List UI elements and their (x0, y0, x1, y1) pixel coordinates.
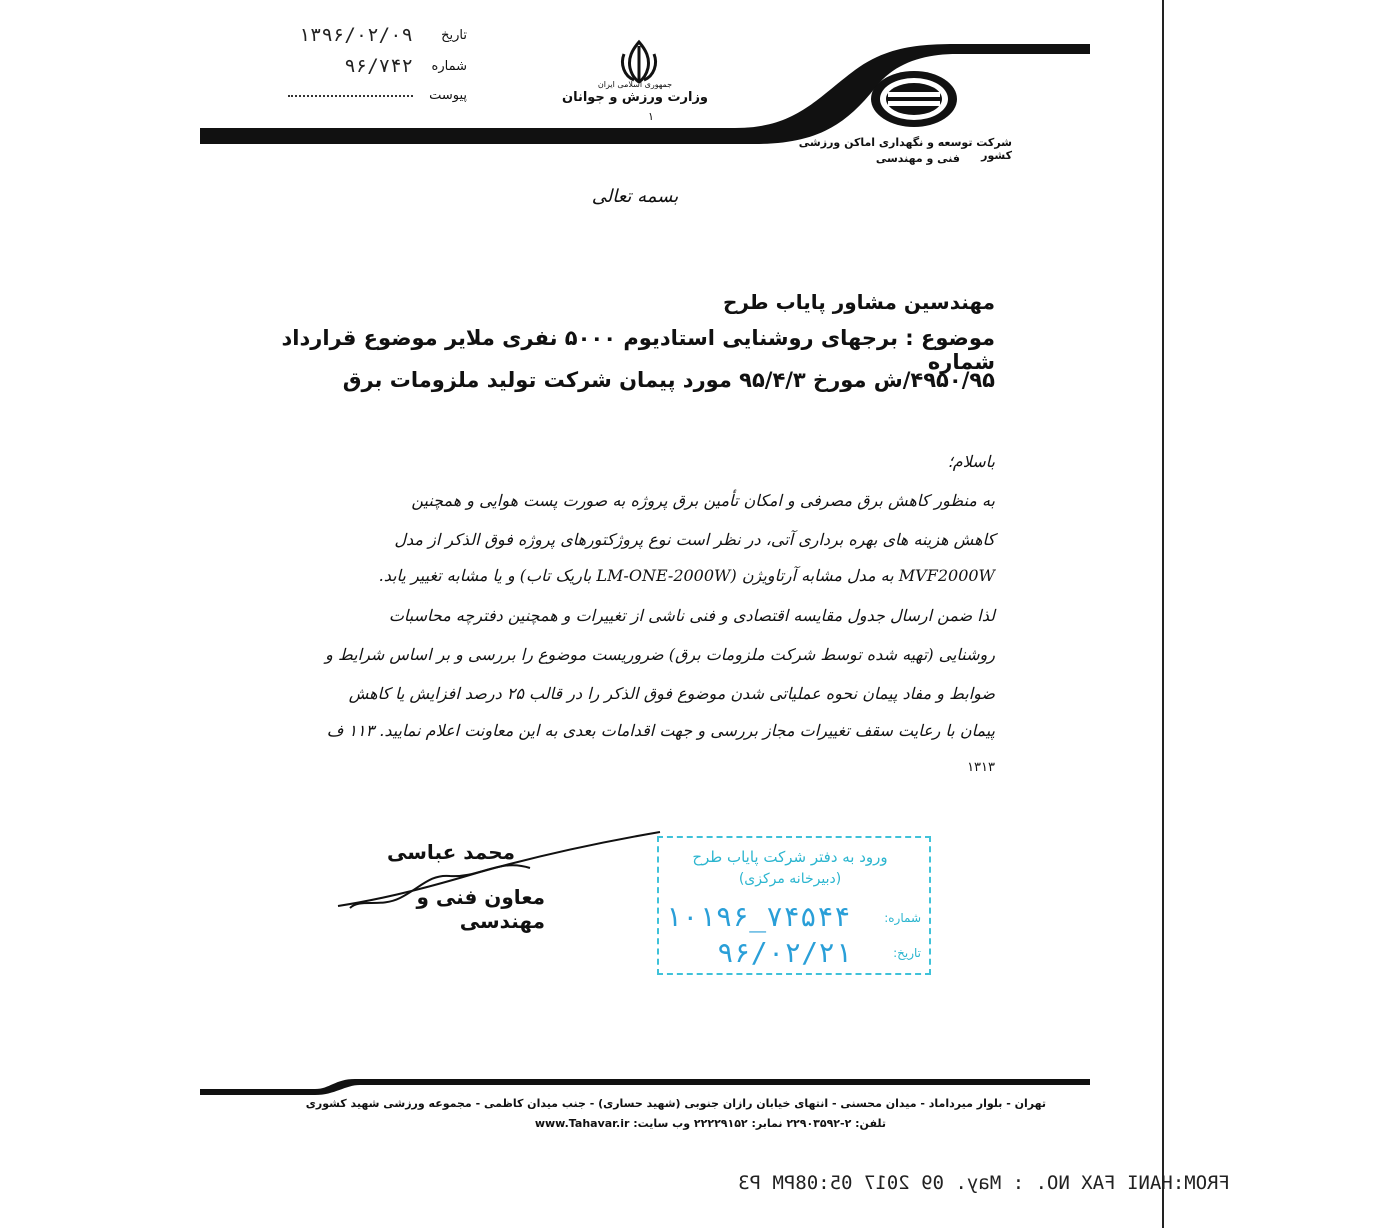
stamp-title: ورود به دفتر شرکت پایاب طرح (692, 848, 888, 866)
ministry-name: وزارت ورزش و جوانان (561, 90, 709, 105)
emblem-caption: جمهوری اسلامی ایران (597, 80, 673, 89)
received-stamp (657, 836, 931, 975)
body-line: روشنایی (تهیه شده توسط شرکت ملزومات برق) ضروریست موضوع را بررسی و بر اساس شرایط و (325, 645, 995, 664)
header-attachment-row (288, 88, 467, 103)
recipient: مهندسین مشاور پایاب طرح (722, 290, 995, 314)
reference-number: ۱۳۱۳ (967, 760, 995, 775)
signer-name: محمد عباسی (387, 840, 515, 864)
company-name: شرکت توسعه و نگهداری اماکن ورزشی کشور (798, 136, 1012, 162)
basmala: بسمه تعالی (591, 186, 679, 207)
footer-wave-bar (195, 1075, 1095, 1097)
signer-title: معاون فنی و مهندسی (416, 885, 545, 933)
body-line: کاهش هزینه های بهره برداری آتی، در نظر است نوع پروژکتورهای پروژه فوق الذکر از مدل (394, 530, 995, 549)
header-date-row (299, 24, 467, 46)
body-line: پیمان با رعایت سقف تغییرات مجاز بررسی و جهت اقدامات بعدی به این معاونت اعلام نمایید. ۱۱۳ ف (326, 721, 995, 740)
iran-emblem-icon (614, 36, 664, 86)
body-line: به منظور کاهش برق مصرفی و امکان تأمین برق پروژه به صورت پست هوایی و همچنین (411, 491, 995, 510)
fax-header-line: FROM:HANI FAX NO. : May. 09 2017 05:08PM P3 (738, 1172, 1230, 1194)
body-line: MVF2000W به مدل مشابه آرتاویژن (LM-ONE-2000W باریک تاب) و یا مشابه تغییر یابد. (378, 566, 995, 585)
date-value: ۱۳۹۶/۰۲/۰۹ (298, 24, 413, 46)
stamp-date-value: ۹۶/۰۲/۲۱ (717, 936, 852, 969)
subject-line: ۴۹۵۰/۹۵/ش مورخ ۹۵/۴/۳ مورد پیمان شرکت تولید ملزومات برق (342, 368, 995, 392)
company-department: فنی و مهندسی (875, 152, 960, 165)
stamp-subtitle: (دبیرخانه مرکزی) (738, 871, 842, 887)
page-edge-line (1162, 0, 1164, 1228)
attachment-label: پیوست (429, 88, 467, 103)
stamp-date-label: تاریخ: (893, 946, 921, 960)
page-number: ۱ (648, 110, 654, 123)
body-line: ضوابط و مفاد پیمان نحوه عملیاتی شدن موضوع فوق الذکر را در قالب ۲۵ درصد افزایش یا کاهش (348, 684, 995, 703)
company-logo-icon (868, 68, 960, 130)
number-value: ۹۶/۷۴۲ (344, 55, 413, 77)
greeting: باسلام؛ (947, 452, 995, 471)
handwritten-signature (330, 828, 665, 918)
header-number-row (344, 55, 467, 77)
subject-line: موضوع : برجهای روشنایی استادیوم ۵۰۰۰ نفری ملایر موضوع قرارداد شماره (281, 326, 995, 374)
stamp-number-label: شماره: (884, 911, 921, 925)
date-label: تاریخ (441, 27, 467, 43)
body-line: لذا ضمن ارسال جدول مقایسه اقتصادی و فنی ناشی از تغییرات و همچنین دفترچه محاسبات (388, 606, 995, 625)
stamp-number-value: ۱۰۱۹۶_۷۴۵۴۴ (665, 900, 851, 933)
attachment-blank (288, 94, 413, 97)
footer-address: تهران - بلوار میرداماد - میدان محسنی - انتهای خیابان رازان جنوبی (شهید حساری) - جنب میدان کاظمی - مجموعه ورزشی شهید کشوری (305, 1097, 1046, 1110)
number-label: شماره (431, 58, 467, 74)
footer-contact: تلفن: ۲-۲۲۹۰۳۵۹۲ نمابر: ۲۲۲۲۹۱۵۲ وب سایت: www.Tahavar.ir (534, 1117, 886, 1130)
